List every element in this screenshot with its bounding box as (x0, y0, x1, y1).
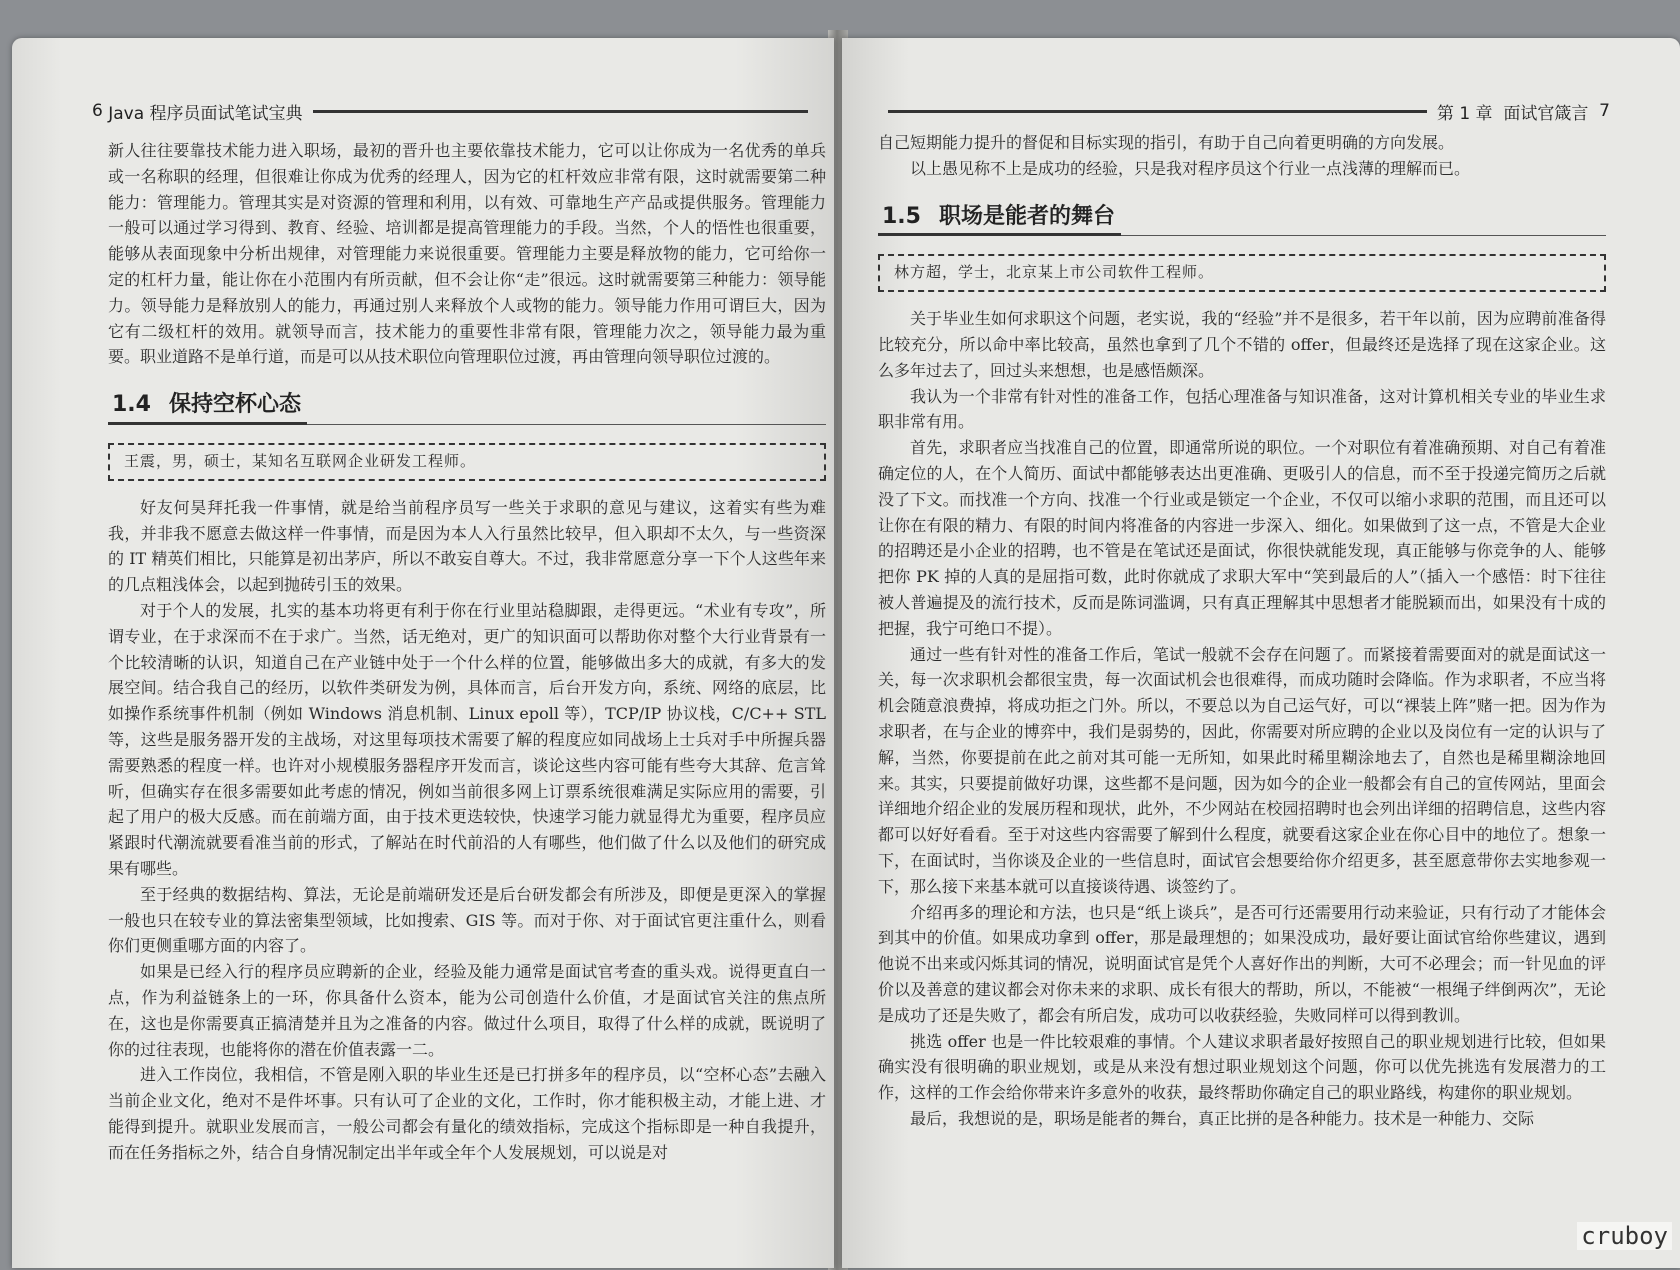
right-page-number: 7 (1599, 101, 1610, 121)
section-title: 保持空杯心态 (168, 392, 301, 418)
intro-paragraph: 新人往往要靠技术能力进入职场，最初的晋升也主要依靠技术能力，它可以让你成为一名优秀的单兵或一名称职的经理，但很难让你成为优秀的经理人，因为它的杠杆效应非常有限，这时就需要第二种能力：管理能力。管理其实是对资源的管理和利用，以有效、可靠地生产产品或提供服务。管理能力一般可以通过学习得到、教育、经验、培训都是提高管理能力的手段。当然，个人的悟性也很重要，能够从表面现象中分析出规律，对管理能力来说很重要。管理能力主要是释放物的能力，它可给你一定的杠杆力量，能让你在小范围内有所贡献，但不会让你“走”很远。这时就需要第三种能力：领导能力。领导能力是释放别人的能力，再通过别人来释放个人或物的能力。领导能力作用可谓巨大，因为它有二级杠杆的效用。就领导而言，技术能力的重要性非常有限，管理能力次之，领导能力最为重要。职业道路不是单行道，而是可以从技术职位向管理职位过渡，再由管理向领导职位过渡的。 (108, 141, 826, 367)
right-page-header (878, 96, 1610, 126)
watermark: cruboy (1577, 1222, 1672, 1250)
paragraph: 好友何昊拜托我一件事情，就是给当前程序员写一些关于求职的意见与建议，这着实有些为难我，并非我不愿意去做这样一件事情，而是因为本人入行虽然比较早，但入职却不太久，与一些资深的 IT 精英们相比，只能算是初出茅庐，所以不敢妄自尊大。不过，我非常愿意分享一下个人这些年来的几点粗浅体会，以起到抛砖引玉的效果。 (108, 497, 826, 595)
header-rule (888, 110, 1427, 113)
paragraph: 挑选 offer 也是一件比较艰难的事情。个人建议求职者最好按照自己的职业规划进行比较，但如果确实没有很明确的职业规划，或是从来没有想过职业规划这个问题，你可以优先挑选有发展潜力的工作，这样的工作会给你带来许多意外的收获，最终帮助你确定自己的职业路线，构建你的职业规划。 (878, 1031, 1606, 1103)
right-body (878, 130, 1606, 1132)
paragraph: 通过一些有针对性的准备工作后，笔试一般就不会存在问题了。而紧接着需要面对的就是面试这一关，每一次求职机会都很宝贵，每一次面试机会也很难得，而成功随时会降临。作为求职者，不应当将机会随意浪费掉，将成功拒之门外。所以，不要总以为自己运气好，可以“裸装上阵”赌一把。因为作为求职者，在与企业的博弈中，我们是弱势的，因此，你需要对所应聘的企业以及岗位有一定的认识与了解，当然，你要提前在此之前对其可能一无所知，如果此时稀里糊涂地去了，自然也是稀里糊涂地回来。其实，只要提前做好功课，这些都不是问题，因为如今的企业一般都会有自己的宣传网站，里面会详细地介绍企业的发展历程和现状，此外，不少网站在校园招聘时也会列出详细的招聘信息，这些内容都可以好好看看。至于对这些内容需要了解到什么程度，就要看这家企业在你心目中的地位了。想象一下，在面试时，当你谈及企业的一些信息时，面试官会想要给你介绍更多，甚至愿意带你去实地参观一下，那么接下来基本就可以直接谈待遇、谈签约了。 (878, 644, 1606, 896)
chapter-label: 第 1 章 (1436, 103, 1493, 124)
section-heading-1-4 (108, 392, 826, 425)
chapter-title: 面试官箴言 (1503, 103, 1589, 124)
left-body (108, 138, 826, 1165)
section-number: 1.4 (112, 392, 151, 418)
paragraph: 如果是已经入行的程序员应聘新的企业，经验及能力通常是面试官考查的重头戏。说得更直白一点，作为利益链条上的一环，你具备什么资本，能为公司创造什么价值，才是面试官关注的焦点所在，这也是你需要真正搞清楚并且为之准备的内容。做过什么项目，取得了什么样的成就，既说明了你的过往表现，也能将你的潜在价值表露一二。 (108, 962, 826, 1059)
paragraph: 我认为一个非常有针对性的准备工作，包括心理准备与知识准备，这对计算机相关专业的毕业生求职非常有用。 (878, 386, 1606, 432)
left-page-number: 6 (92, 101, 103, 121)
intro-paragraph: 自己短期能力提升的督促和目标实现的指引，有助于自己向着更明确的方向发展。 (878, 133, 1455, 152)
book-title: Java 程序员面试笔试宝典 (108, 103, 303, 124)
header-rule (313, 110, 808, 113)
paragraph: 介绍再多的理论和方法，也只是“纸上谈兵”，是否可行还需要用行动来验证，只有行动了才能体会到其中的价值。如果成功拿到 offer，那是最理想的；如果没成功，最好要让面试官给你些建议，遇到他说不出来或闪烁其词的情况，说明面试官是凭个人喜好作出的判断，大可不必理会；而一针见血的评价以及善意的建议都会对你未来的求职、成长有很大的帮助，所以，不能被“一根绳子绊倒两次”，无论是成功了还是失败了，都会有所启发，成功可以收获经验，失败同样可以得到教训。 (878, 902, 1606, 1025)
section-number: 1.5 (882, 203, 921, 229)
paragraph: 对于个人的发展，扎实的基本功将更有利于你在行业里站稳脚跟，走得更远。“术业有专攻”，所谓专业，在于求深而不在于求广。当然，话无绝对，更广的知识面可以帮助你对整个大行业背景有一个比较清晰的认识，知道自己在产业链中处于一个什么样的位置，能够做出多大的成就，有多大的发展空间。结合我自己的经历，以软件类研发为例，具体而言，后台开发方向，系统、网络的底层，比如操作系统事件机制（例如 Windows 消息机制、Linux epoll 等），TCP/IP 协议栈，C/C++ STL 等，这些是服务器开发的主战场，对这里每项技术需要了解的程度应如同战场上士兵对手中所握兵器需要熟悉的程度一样。也许对小规模服务器程序开发而言，谈论这些内容可能有些夸大其辞、危言耸听，但确实存在很多需要如此考虑的情况，例如当前很多网上订票系统很难满足实际应用的需要，引起了用户的极大反感。而在前端方面，由于技术更迭较快，快速学习能力就显得尤为重要，程序员应紧跟时代潮流就要看准当前的形式，了解站在时代前沿的人有哪些，他们做了什么以及他们的研究成果有哪些。 (108, 600, 826, 878)
paragraph: 进入工作岗位，我相信，不管是刚入职的毕业生还是已打拼多年的程序员，以“空杯心态”去融入当前企业文化，绝对不是件坏事。只有认可了企业的文化，工作时，你才能积极主动，才能上进、才能得到提升。就职业发展而言，一般公司都会有量化的绩效指标，完成这个指标即是一种自我提升，而在任务指标之外，结合自身情况制定出半年或全年个人发展规划，可以说是对 (108, 1065, 826, 1162)
intro-paragraph: 以上愚见称不上是成功的经验，只是我对程序员这个行业一点浅薄的理解而已。 (910, 158, 1471, 178)
section-heading-1-5 (878, 204, 1606, 237)
left-page (12, 38, 834, 1268)
paragraph: 至于经典的数据结构、算法，无论是前端研发还是后台研发都会有所涉及，即便是更深入的掌握一般也只在较专业的算法密集型领域，比如搜索、GIS 等。而对于你、对于面试官更注重什么，则看你们更侧重哪方面的内容了。 (108, 884, 826, 956)
author-box: 王震，男，硕士，某知名互联网企业研发工程师。 (108, 443, 826, 481)
paragraph: 首先，求职者应当找准自己的位置，即通常所说的职位。一个对职位有着准确预期、对自己有着准确定位的人，在个人简历、面试中都能够表达出更准确、更吸引人的信息，而不至于投递完简历之后就没了下文。而找准一个方向、找准一个行业或是锁定一个企业，不仅可以缩小求职的范围，而且还可以让你在有限的精力、有限的时间内将准备的内容进一步深入、细化。如果做到了这一点，不管是大企业的招聘还是小企业的招聘，也不管是在笔试还是面试，你很快就能发现，真正能够与你竞争的人、能够把你 PK 掉的人真的是屈指可数，此时你就成了求职大军中“笑到最后的人”（插入一个感悟：时下往往被人普遍提及的流行技术，反而是陈词滥调，只有真正理解其中思想者才能脱颖而出，如果没有十成的把握，我宁可绝口不提）。 (878, 438, 1606, 638)
author-box: 林方超，学士，北京某上市公司软件工程师。 (878, 254, 1606, 292)
section-title: 职场是能者的舞台 (938, 203, 1115, 229)
left-page-header (92, 96, 818, 126)
paragraph: 关于毕业生如何求职这个问题，老实说，我的“经验”并不是很多，若干年以前，因为应聘前准备得比较充分，所以命中率比较高，虽然也拿到了几个不错的 offer，但最终还是选择了现在这家企业。这么多年过去了，回过头来想想，也是感悟颇深。 (878, 309, 1606, 380)
right-page (842, 38, 1680, 1268)
paragraph: 最后，我想说的是，职场是能者的舞台，真正比拼的是各种能力。技术是一种能力、交际 (910, 1108, 1535, 1128)
